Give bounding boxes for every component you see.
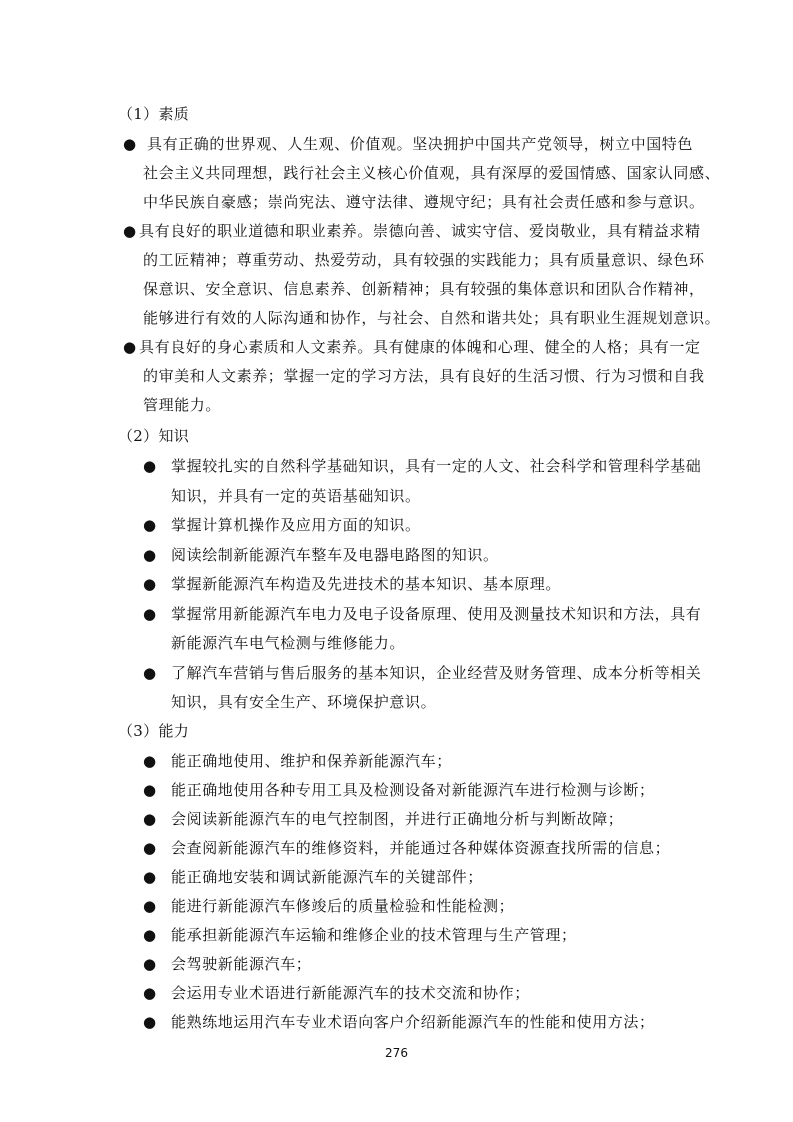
bullet-icon: ● [143,955,157,973]
knowledge-item-6-line-1: 了解汽车营销与售后服务的基本知识，企业经营及财务管理、成本分析等相关 [171,664,702,682]
section-heading-ability: （3）能力 [118,722,190,740]
ability-item-3: 会阅读新能源汽车的电气控制图，并进行正确地分析与判断故障； [171,810,624,828]
bullet-icon: ● [143,457,157,475]
quality-item-1-line-3: 中华民族自豪感；崇尚宪法、遵守法律、遵规守纪；具有社会责任感和参与意识。 [143,193,705,211]
bullet-icon: ● [143,781,157,799]
bullet-icon: ● [123,135,137,153]
ability-item-7: 能承担新能源汽车运输和维修企业的技术管理与生产管理； [171,926,577,944]
quality-item-2-line-2: 的工匠精神；尊重劳动、热爱劳动，具有较强的实践能力；具有质量意识、绿色环 [143,251,705,269]
bullet-icon: ● [143,1013,157,1031]
bullet-icon: ● [143,839,157,857]
quality-item-3-line-3: 管理能力。 [143,396,222,414]
knowledge-item-5-line-1: 掌握常用新能源汽车电力及电子设备原理、使用及测量技术知识和方法，具有 [171,605,702,623]
ability-item-6: 能进行新能源汽车修竣后的质量检验和性能检测； [171,897,515,915]
bullet-icon: ● [143,546,157,564]
knowledge-item-6-line-2: 知识，具有安全生产、环境保护意识。 [171,693,437,711]
section-heading-quality: （1）素质 [118,105,190,123]
ability-item-8: 会驾驶新能源汽车； [171,955,312,973]
bullet-icon: ● [123,338,137,356]
ability-item-2: 能正确地使用各种专用工具及检测设备对新能源汽车进行检测与诊断； [171,781,655,799]
knowledge-item-4: 掌握新能源汽车构造及先进技术的基本知识、基本原理。 [171,575,562,593]
ability-item-5: 能正确地安装和调试新能源汽车的关键部件； [171,868,484,886]
knowledge-item-1-line-1: 掌握较扎实的自然科学基础知识，具有一定的人文、社会科学和管理科学基础 [171,457,702,475]
bullet-icon: ● [143,926,157,944]
bullet-icon: ● [143,664,157,682]
bullet-icon: ● [123,222,137,240]
ability-item-9: 会运用专业术语进行新能源汽车的技术交流和协作； [171,984,530,1002]
knowledge-item-5-line-2: 新能源汽车电气检测与维修能力。 [171,634,406,652]
bullet-icon: ● [143,516,157,534]
quality-item-2-line-4: 能够进行有效的人际沟通和协作，与社会、自然和谐共处；具有职业生涯规划意识。 [143,309,721,327]
bullet-icon: ● [143,810,157,828]
section-heading-knowledge: （2）知识 [118,427,190,445]
quality-item-3-line-1: 具有良好的身心素质和人文素养。具有健康的体魄和心理、健全的人格；具有一定 [139,338,701,356]
quality-item-1-line-1: 具有正确的世界观、人生观、价值观。坚决拥护中国共产党领导，树立中国特色 [147,135,694,153]
bullet-icon: ● [143,984,157,1002]
ability-item-1: 能正确地使用、维护和保养新能源汽车； [171,752,452,770]
ability-item-4: 会查阅新能源汽车的维修资料，并能通过各种媒体资源查找所需的信息； [171,839,671,857]
quality-item-2-line-3: 保意识、安全意识、信息素养、创新精神；具有较强的集体意识和团队合作精神， [143,280,705,298]
bullet-icon: ● [143,752,157,770]
ability-item-10: 能熟练地运用汽车专业术语向客户介绍新能源汽车的性能和使用方法； [171,1013,655,1031]
page-number: 276 [385,1046,408,1060]
knowledge-item-3: 阅读绘制新能源汽车整车及电器电路图的知识。 [171,546,499,564]
quality-item-3-line-2: 的审美和人文素养；掌握一定的学习方法，具有良好的生活习惯、行为习惯和自我 [143,367,705,385]
knowledge-item-1-line-2: 知识，并具有一定的英语基础知识。 [171,487,421,505]
bullet-icon: ● [143,605,157,623]
knowledge-item-2: 掌握计算机操作及应用方面的知识。 [171,516,421,534]
bullet-icon: ● [143,897,157,915]
bullet-icon: ● [143,868,157,886]
quality-item-2-line-1: 具有良好的职业道德和职业素养。崇德向善、诚实守信、爱岗敬业，具有精益求精 [139,222,701,240]
bullet-icon: ● [143,575,157,593]
quality-item-1-line-2: 社会主义共同理想，践行社会主义核心价值观，具有深厚的爱国情感、国家认同感、 [143,164,721,182]
